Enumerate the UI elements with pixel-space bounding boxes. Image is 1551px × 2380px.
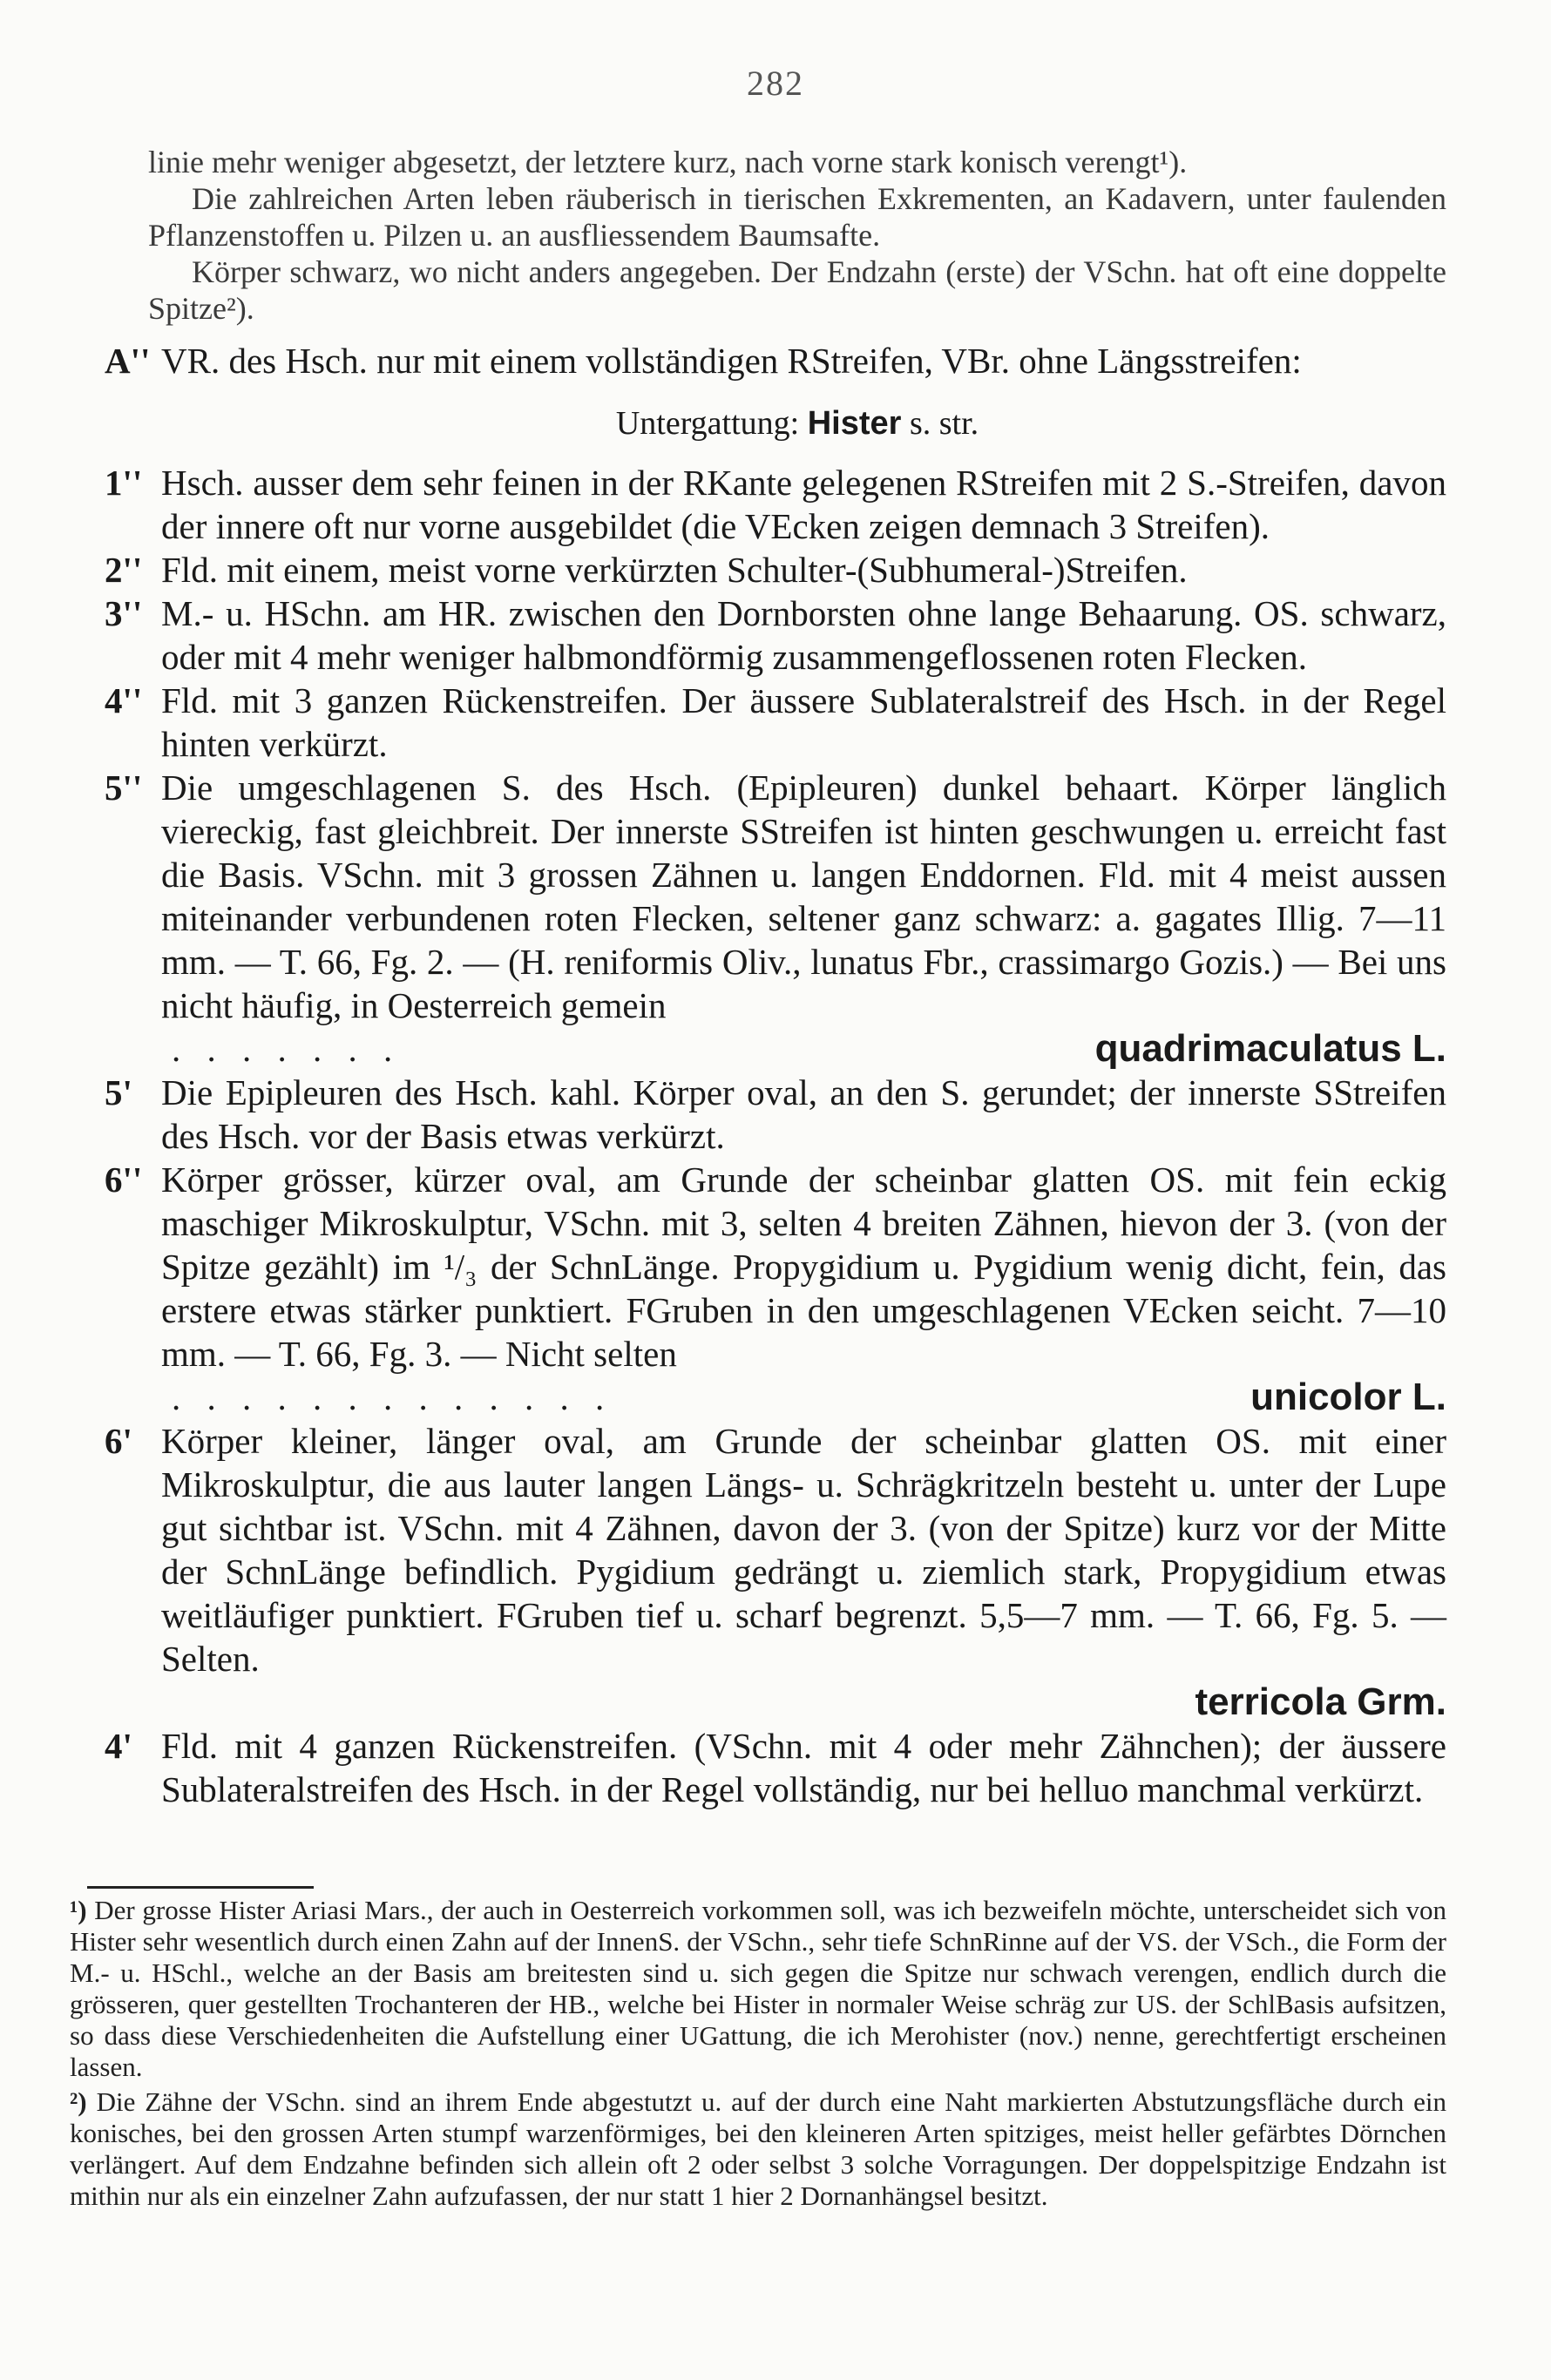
entry-key: 4'' [105, 680, 143, 720]
footnote [70, 2086, 1446, 2212]
leader-dots: . . . . . . . [172, 1029, 402, 1069]
entry-text: Fld. mit 4 ganzen Rückenstreifen. (VSchn. mit 4 oder mehr Zähnchen); der äussere Sublateralstreifen des Hsch. in der Regel vollständig, nur bei helluo manchmal verkürzt. [161, 1726, 1446, 1809]
entry-key: A'' [105, 341, 151, 381]
subgenus-name: Hister [807, 405, 902, 442]
entry-text: Körper kleiner, länger oval, am Grunde der scheinbar glatten OS. mit einer Mikroskulptur, die aus lauter langen Längs- u. Schrägkritzeln besteht u. unter der Lupe gut sichtbar ist. VSchn. mit 4 Zähnen, davon der 3. (von der Spitze) kurz vor der Mitte der SchnLänge befindlich. Pygidium gedrängt u. ziemlich stark, Propygidium etwas weitläufiger punktiert. FGruben tief u. scharf begrenzt. 5,5—7 mm. — T. 66, Fg. 5. — Selten. [161, 1421, 1446, 1679]
entry-key: 4' [105, 1726, 132, 1766]
entry-text: Fld. mit einem, meist vorne verkürzten Schulter-(Subhumeral-)Streifen. [161, 550, 1188, 590]
footnote-text: Die Zähne der VSchn. sind an ihrem Ende abgestutzt u. auf der durch eine Naht markierten Abstutzungsfläche durch ein konisches, bei den grossen Arten stumpf warzenförmiges, bei den kleineren Arten spitziges, meist heller gefärbtes Dörnchen verlängert. Auf dem Endzahne befinden sich allein oft 2 oder selbst 3 solche Vorragungen. Der doppelspitzige Endzahn ist mithin nur als ein einzelner Zahn aufzufassen, der nur statt 1 hier 2 Dornanhängsel besitzt. [70, 2086, 1446, 2211]
entry-key: 3'' [105, 593, 143, 633]
footnotes [70, 1895, 1446, 2215]
intro-line-2: Die zahlreichen Arten leben räuberisch in tierischen Exkrementen, an Kadavern, unter faulenden Pflanzenstoffen u. Pilzen u. an ausfliessendem Baumsafte. [148, 181, 1446, 253]
entry-key: 1'' [105, 463, 143, 503]
page-number: 282 [747, 64, 804, 103]
species-name: terricola Grm. [1195, 1680, 1446, 1723]
footnote-text: Der grosse Hister Ariasi Mars., der auch in Oesterreich vorkommen soll, was ich bezweifeln möchte, unterscheidet sich von Hister sehr wesentlich durch einen Zahn auf der InnenS. der VSchn., sehr tiefe SchnRinne auf der VS. der VSch., die Form der M.- u. HSchl., welche an der Basis am breitesten sind u. sich gegen die Spitze nur schwach verengen, endlich durch die grösseren, quer gestellten Trochanteren der HB., welche bei Hister in normaler Weise schräg zur US. der SchlBasis aufsitzen, so dass diese Verschiedenheiten die Aufstellung einer UGattung, die ich Merohister (nov.) nenne, gerechtfertigt erscheinen lassen. [70, 1895, 1446, 2082]
entry-key: 6'' [105, 1160, 143, 1200]
key-entry [105, 461, 1446, 548]
species-name: quadrimaculatus L. [1094, 1027, 1446, 1070]
key-entry [105, 1419, 1446, 1680]
footnote-key: ²) [70, 2086, 87, 2117]
key-entry [105, 1724, 1446, 1811]
entry-key: 6' [105, 1421, 132, 1461]
footnote [70, 1895, 1446, 2083]
subgenus-suffix: s. str. [909, 405, 979, 442]
entry-text: Hsch. ausser dem sehr feinen in der RKante gelegenen RStreifen mit 2 S.-Streifen, davon der innere oft nur vorne ausgebildet (die VEcken zeigen demnach 3 Streifen). [161, 463, 1446, 546]
footnote-rule [87, 1886, 314, 1889]
entry-text: Fld. mit 3 ganzen Rückenstreifen. Der äussere Sublateralstreif des Hsch. in der Regel hinten verkürzt. [161, 680, 1446, 764]
entry-text: VR. des Hsch. nur mit einem vollständigen RStreifen, VBr. ohne Längsstreifen: [161, 341, 1302, 381]
intro-line-1: linie mehr weniger abgesetzt, der letztere kurz, nach vorne stark konisch verengt¹). [148, 145, 1188, 179]
subgenus-heading [148, 402, 1446, 445]
species-line [148, 1027, 1446, 1071]
leader-dots: . . . . . . . . . . . . . [172, 1377, 613, 1417]
main-text [105, 144, 1446, 1811]
entry-text: Die Epipleuren des Hsch. kahl. Körper oval, an den S. gerundet; der innerste SStreifen des Hsch. vor der Basis etwas verkürzt. [161, 1072, 1446, 1156]
entry-key: 2'' [105, 550, 143, 590]
species-name: unicolor L. [1250, 1376, 1446, 1418]
entry-text: Körper grösser, kürzer oval, am Grunde der scheinbar glatten OS. mit fein eckig maschiger Mikroskulptur, VSchn. mit 3, selten 4 breiten Zähnen, hievon der 3. (von der Spitze gezählt) im ¹/₃ der SchnLänge. Propygidium u. Pygidium wenig dicht, fein, das erstere etwas stärker punktiert. FGruben in den umgeschlagenen VEcken seicht. 7—10 mm. — T. 66, Fg. 3. — Nicht selten [161, 1160, 1446, 1374]
entry-key: 5'' [105, 767, 143, 808]
entry-text: Die umgeschlagenen S. des Hsch. (Epipleuren) dunkel behaart. Körper länglich viereckig, fast gleichbreit. Der innerste SStreifen ist hinten geschwungen u. erreicht fast die Basis. VSchn. mit 3 grossen Zähnen u. langen Enddornen. Fld. mit 4 meist aussen miteinander verbundenen roten Flecken, seltener ganz schwarz: a. gagates Illig. 7—11 mm. — T. 66, Fg. 2. — (H. reniformis Oliv., lunatus Fbr., crassimargo Gozis.) — Bei uns nicht häufig, in Oesterreich gemein [161, 767, 1446, 1025]
key-entry [105, 548, 1446, 592]
key-entry [105, 679, 1446, 766]
intro-line-3: Körper schwarz, wo nicht anders angegeben. Der Endzahn (erste) der VSchn. hat oft eine doppelte Spitze²). [148, 254, 1446, 326]
subgenus-label: Untergattung: [615, 405, 800, 442]
key-entry [105, 1158, 1446, 1376]
key-entry [105, 766, 1446, 1027]
species-line [148, 1680, 1446, 1724]
entry-text: M.- u. HSchn. am HR. zwischen den Dornborsten ohne lange Behaarung. OS. schwarz, oder mit 4 mehr weniger halbmondförmig zusammengeflossenen roten Flecken. [161, 593, 1446, 677]
key-entry [105, 1071, 1446, 1158]
species-line [148, 1376, 1446, 1419]
entry-key: 5' [105, 1072, 132, 1112]
key-entry [105, 592, 1446, 679]
footnote-key: ¹) [70, 1895, 87, 1925]
key-entry-a [105, 339, 1446, 382]
